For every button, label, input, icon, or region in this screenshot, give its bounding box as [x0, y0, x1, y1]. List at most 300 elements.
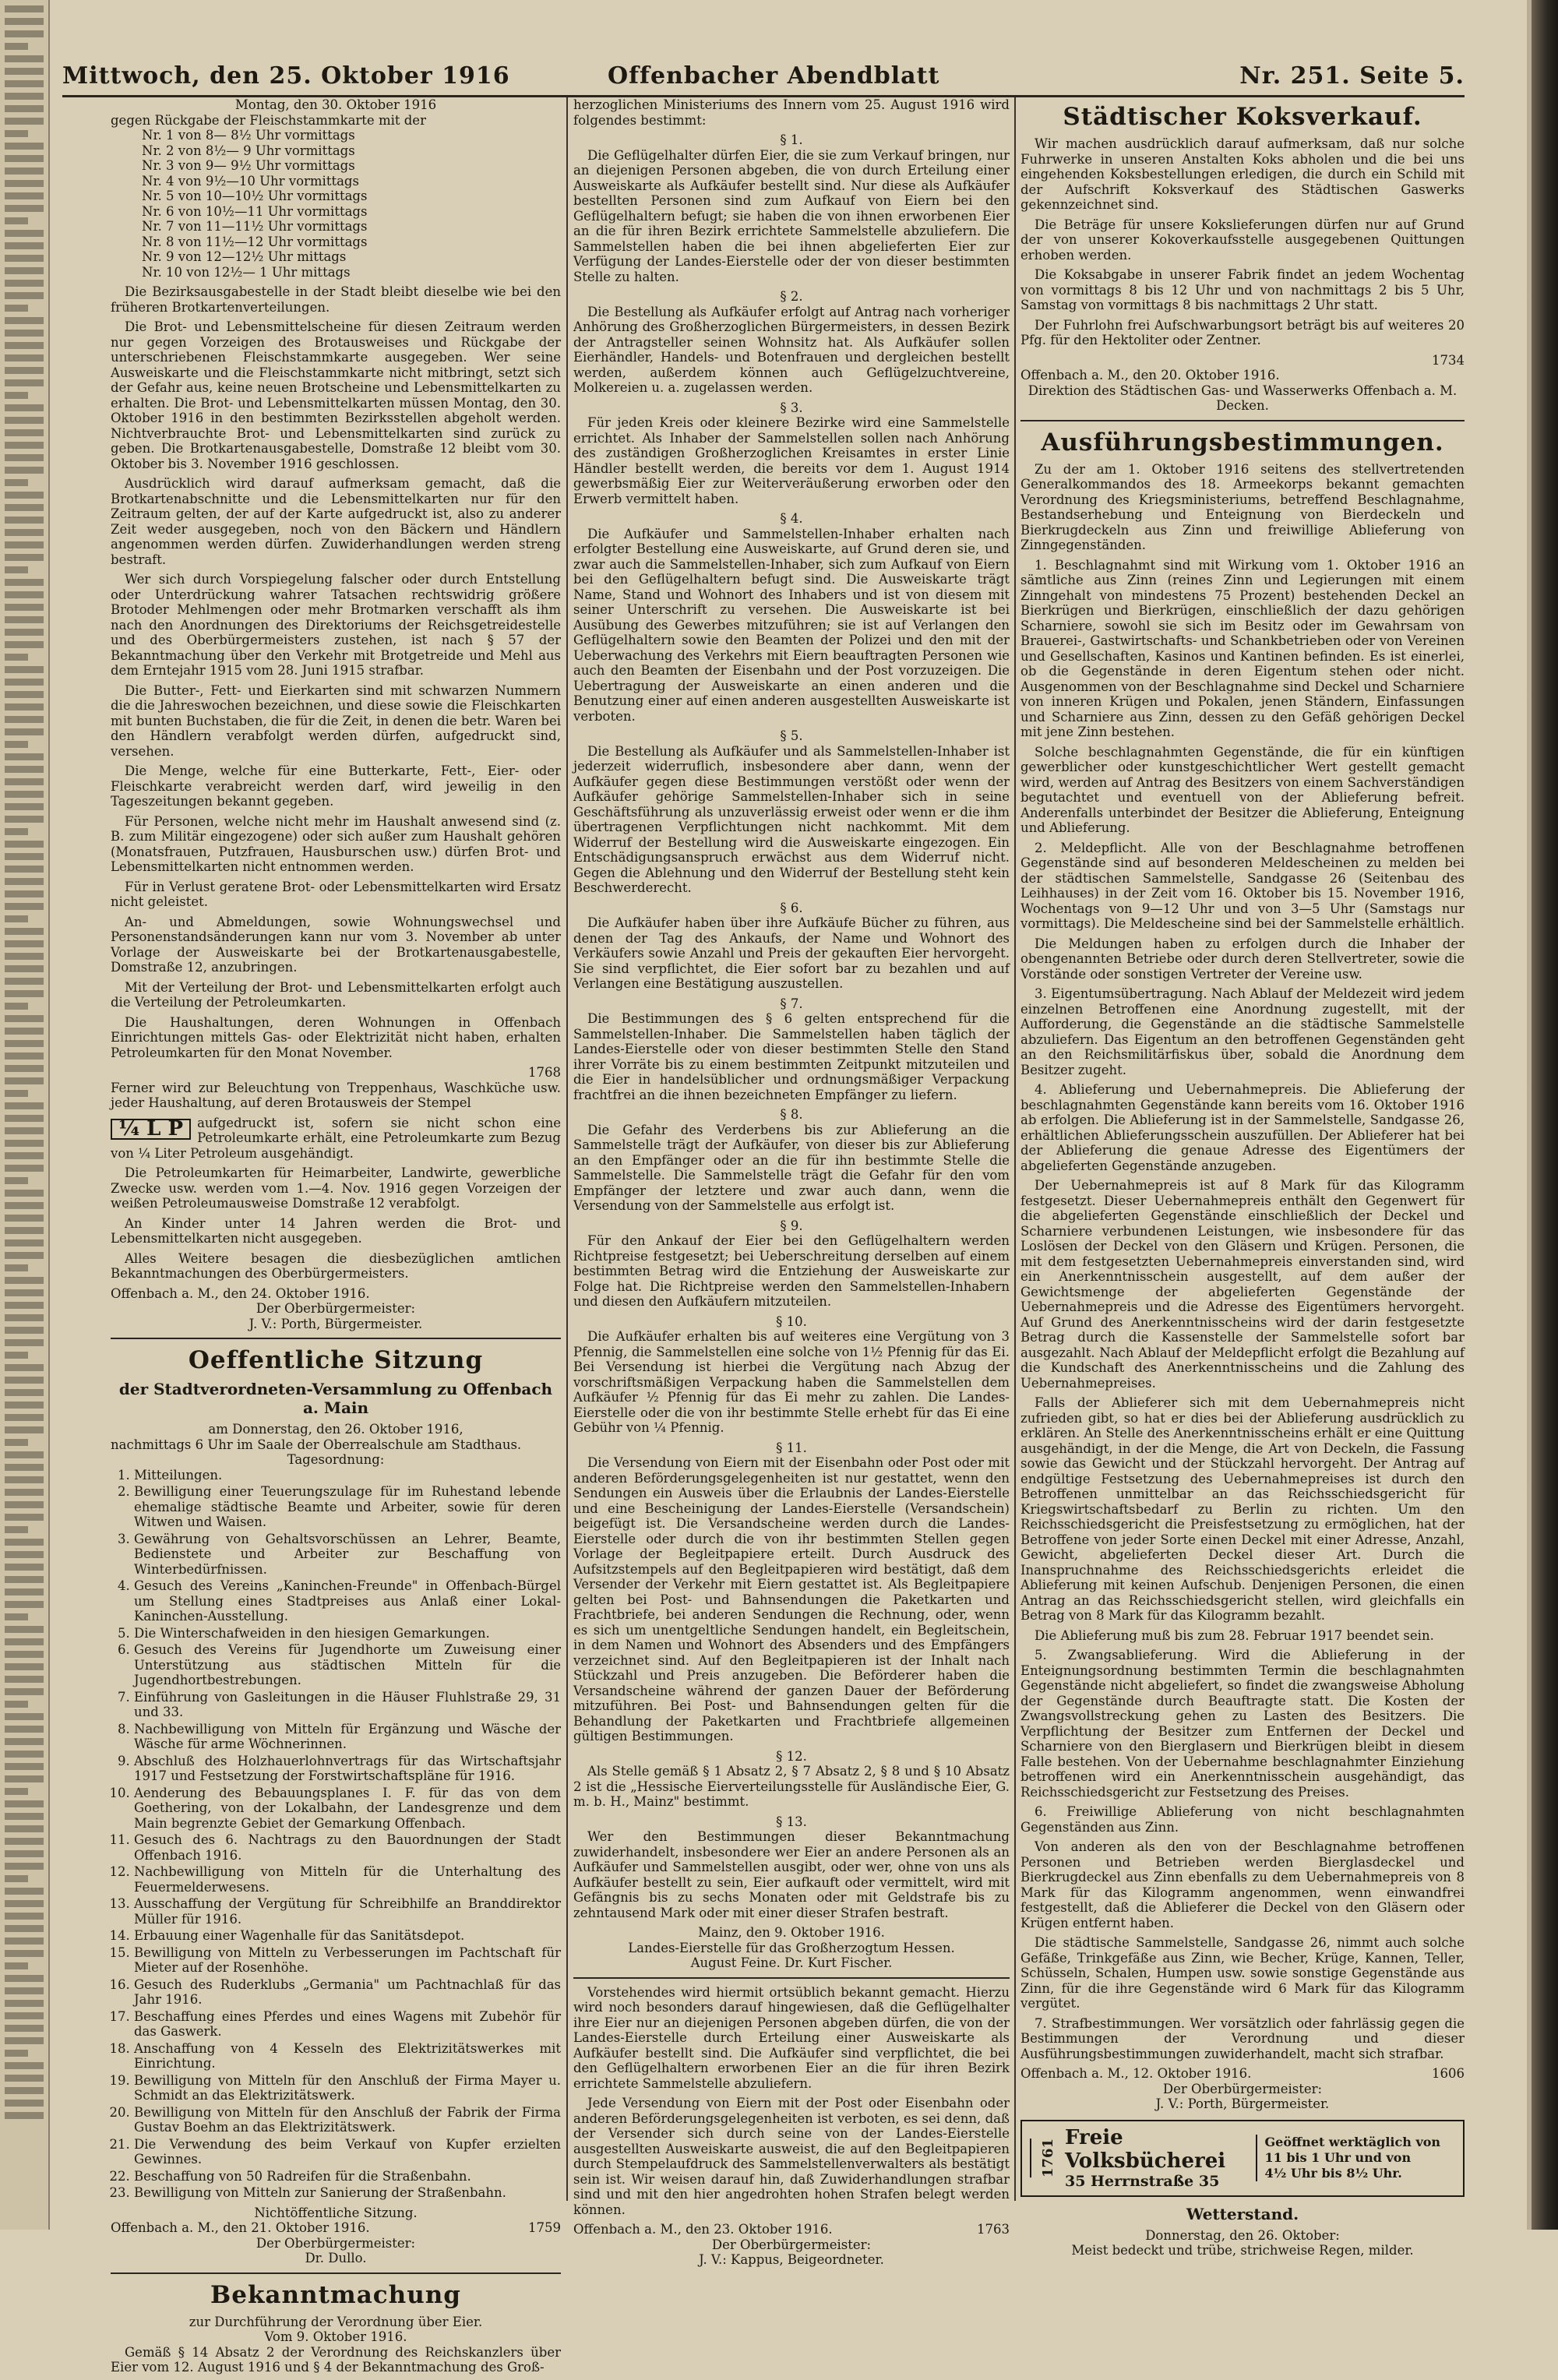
koks-place: Offenbach a. M., den 20. Oktober 1916. — [1020, 368, 1280, 383]
bleed-text-line — [5, 1813, 44, 1820]
mainz-signature: Landes-Eierstelle für das Großherzogtum Hessen. — [628, 1940, 955, 1955]
section-divider — [573, 1977, 1010, 1979]
volksbuecherei-box — [1020, 2120, 1465, 2197]
bleed-text-line — [5, 1077, 44, 1084]
bleed-text-line — [5, 1314, 44, 1321]
bleed-text-line — [5, 5, 44, 12]
bleed-text-line — [5, 367, 44, 374]
sitzung-time: nachmittags 6 Uhr im Saale der Oberrealschule am Stadthaus. — [111, 1437, 522, 1452]
header-masthead: Offenbacher Abendblatt — [608, 62, 940, 90]
sitzung-ref: 1759 — [528, 2220, 561, 2235]
local-notice-paragraph: Vorstehendes wird hiermit ortsüblich bekannt gemacht. Hierzu wird noch besonders darauf hingewiesen, daß die Geflügelhalter ihre Eier nur an diejenigen Personen abgeben dürfen, die von der Landes-Eierstelle durch Erteilung einer Ausweiskarte als Aufkäufer bestellt sind. Die Aufkäufer sind verpflichtet, die bei den Geflügelhaltern erworbenen Eier an die für ihren Bezirk errichtete Sammelstelle abzuliefern. — [573, 1984, 1010, 2091]
notice-paragraph: Die Menge, welche für eine Butterkarte, Fett-, Eier- oder Fleischkarte verabreicht werden darf, wird jeweilig in den Tageszeitungen bekannt gegeben. — [111, 763, 561, 809]
bleed-text-line — [5, 242, 44, 249]
schedule-row: Nr. 1 von 8— 8½ Uhr vormittags — [142, 128, 355, 143]
ration-notice-body — [111, 284, 561, 1060]
notice-paragraph: Alles Weitere besagen die diesbezüglichen amtlichen Bekanntmachungen des Oberbürgermeisters. — [111, 1250, 561, 1281]
bleed-text-line — [5, 217, 28, 224]
bleed-text-line — [5, 1239, 44, 1246]
bleed-text-line — [5, 1601, 44, 1608]
bleed-text-line — [5, 1726, 44, 1733]
box-left — [1065, 2126, 1256, 2191]
bleed-text-line — [5, 691, 44, 698]
agenda-item: 5. Die Winterschafweiden in den hiesigen Gemarkungen. — [134, 1626, 561, 1641]
section-text: Die Aufkäufer haben über ihre Aufkäufe Bücher zu führen, aus denen der Tag des Ankaufs, der Name und Wohnort des Verkäufers sowie Anzahl und Preis der gekauften Eier hervorgeht. Sie sind verpflichtet, die Eier sofort bar zu bezahlen und auf Verlangen eine Bestätigung auszustellen. — [573, 915, 1010, 991]
bleed-text-line — [5, 1576, 44, 1583]
ausf-intro: Zu der am 1. Oktober 1916 seitens des stellvertretenden Generalkommandos des 18. Armeekorps bekannt gemachten Verordnung des Kriegsministeriums, betreffend Beschlagnahme, Bestandserhebung und Enteignung von Bierdeckeln und Bierkrugdeckeln aus Zinn und freiwillige Ablieferung von Zinngegenständen. — [1020, 461, 1465, 552]
bleed-text-line — [5, 43, 28, 50]
ausf-name: J. V.: Porth, Bürgermeister. — [1155, 2096, 1330, 2111]
box-hours-2: 11 bis 1 Uhr und von — [1264, 2150, 1412, 2165]
schedule-row: Nr. 4 von 9½—10 Uhr vormittags — [142, 173, 359, 189]
agenda-item: 6. Gesuch des Vereins für Jugendhorte um Zuweisung einer Unterstützung aus städtischen Mitteln für die Jugendhortbestrebungen. — [134, 1642, 561, 1688]
bleed-text-line — [5, 1414, 44, 1421]
agenda-heading: Tagesordnung: — [287, 1452, 385, 1467]
agenda-list — [111, 1468, 561, 2201]
sitzung-place — [111, 2220, 561, 2236]
bleed-text-line — [5, 1514, 44, 1521]
section-divider — [111, 2272, 561, 2274]
bleed-text-line — [5, 629, 44, 636]
agenda-item: 18. Anschaffung von 4 Kesseln des Elektrizitätswerkes mit Einrichtung. — [134, 2041, 561, 2071]
section-number: § 12. — [776, 1748, 807, 1764]
bleed-text-line — [5, 828, 28, 835]
bleed-text-line — [5, 504, 44, 511]
bleed-text-line — [5, 1663, 44, 1670]
bleed-text-line — [5, 791, 44, 798]
notice-paragraph: An Kinder unter 14 Jahren werden die Brot- und Lebensmittelkarten nicht ausgegeben. — [111, 1215, 561, 1246]
c2-sign-place-text: Offenbach a. M., den 23. Oktober 1916. — [573, 2222, 833, 2237]
bleed-text-line — [5, 143, 44, 150]
bleed-text-line — [5, 342, 44, 349]
agenda-item: 2. Bewilligung einer Teuerungszulage für im Ruhestand lebende ehemalige städtische Beamte und Arbeiter, sowie für deren Witwen und Waisen. — [134, 1484, 561, 1530]
bleed-text-line — [5, 1127, 44, 1134]
bleed-text-line — [5, 703, 44, 710]
koks-signature: Direktion des Städtischen Gas- und Wasserwerks Offenbach a. M. — [1028, 383, 1458, 398]
petroleum-text: aufgedruckt ist, sofern sie nicht schon eine Petroleumkarte erhält, eine Petroleumkarte zum Bezug von ¼ Liter Petroleum ausgehändigt. — [111, 1115, 561, 1161]
lp-stamp: ¼ L P — [111, 1119, 191, 1141]
bleed-text-line — [5, 990, 44, 997]
notice-paragraph: Für Personen, welche nicht mehr im Haushalt anwesend sind (z. B. zum Militär eingezogene) oder sich außer zum Haushalt gehören (Monatsfrauen, Putzfrauen, Hausburschen usw.) dürfen Brot- und Lebensmittelkarten nicht entnommen werden. — [111, 813, 561, 874]
ausf-paragraph: Solche beschlagnahmten Gegenstände, die für ein künftigen gewerblicher oder kunstgeschichtlicher Wert gestellt gemacht wird, werden auf Antrag des Besitzers von einem Sachverständigen begutachtet und eventuell von der Ablieferung befreit. Anderenfalls unterbindet der Besitzer die Ablieferung, Enteignung und Ablieferung. — [1020, 744, 1465, 835]
bleed-text-line — [5, 953, 44, 960]
bleed-text-line — [5, 616, 44, 623]
bleed-text-line — [5, 579, 44, 586]
mainz-names: August Feine. Dr. Kurt Fischer. — [690, 1955, 893, 1970]
notice-paragraph: Für in Verlust geratene Brot- oder Lebensmittelkarten wird Ersatz nicht geleistet. — [111, 879, 561, 909]
section-number: § 8. — [780, 1107, 803, 1122]
bleed-text-line — [5, 1875, 28, 1882]
bleed-text-line — [5, 1564, 44, 1571]
bleed-text-line — [5, 1863, 44, 1870]
bleed-text-line — [5, 903, 44, 910]
petroleum-stamp-block — [111, 1116, 561, 1162]
bleed-text-line — [5, 866, 44, 873]
bleed-text-line — [5, 267, 44, 274]
bleed-text-line — [5, 1339, 44, 1346]
bleed-text-line — [5, 1177, 28, 1184]
box-row — [1030, 2126, 1455, 2191]
ausf-paragraph: Die städtische Sammelstelle, Sandgasse 26, nimmt auch solche Gefäße, Trinkgefäße aus Zinn, wie Becher, Krüge, Kannen, Teller, Schüsseln, Schalen, Humpen usw. sowie sonstige Gegenstände aus Zinn, für die ihre Gegenstände wird 6 Mark für das Kilogramm vergütet. — [1020, 1935, 1465, 2011]
bleed-text-line — [5, 816, 44, 823]
box-title: Freie Volksbücherei — [1065, 2125, 1226, 2173]
bleed-text-line — [5, 68, 44, 75]
bleed-text-line — [5, 591, 44, 598]
column-rule — [566, 97, 568, 2201]
bleed-text-line — [5, 2062, 44, 2069]
bleed-text-line — [5, 1825, 44, 1832]
agenda-item: 20. Bewilligung von Mitteln für den Anschluß der Fabrik der Firma Gustav Boehm an das Elektrizitätswerk. — [134, 2105, 561, 2135]
bleed-text-line — [5, 1302, 44, 1309]
box-hours — [1256, 2135, 1456, 2181]
header-page-number: Nr. 251. Seite 5. — [1239, 62, 1465, 90]
notice-ref: 1768 — [528, 1065, 561, 1080]
bleed-text-line — [5, 93, 44, 100]
bleed-text-line — [5, 55, 44, 62]
ausf-paragraph: Die Meldungen haben zu erfolgen durch die Inhaber der obengenannten Betriebe oder durch deren Stellvertreter, sowie die Vorstände oder sonstigen Vertreter der Vereine usw. — [1020, 936, 1465, 982]
bleed-text-line — [5, 1052, 44, 1060]
bleed-text-line — [5, 753, 44, 760]
notice-paragraph: Mit der Verteilung der Brot- und Lebensmittelkarten erfolgt auch die Verteilung der Petroleumkarten. — [111, 979, 561, 1010]
sitzung-title: Oeffentliche Sitzung — [188, 1346, 484, 1374]
bleed-text-line — [5, 1090, 28, 1097]
bleed-text-line — [5, 728, 44, 735]
schedule-row: Nr. 10 von 12½— 1 Uhr mittags — [142, 264, 351, 280]
mainz-line: Mainz, den 9. Oktober 1916. — [698, 1925, 885, 1940]
agenda-item: 17. Beschaffung eines Pferdes und eines Wagens mit Zubehör für das Gaswerk. — [134, 2009, 561, 2040]
koks-name: Decken. — [1216, 398, 1269, 413]
section-number: § 6. — [780, 900, 803, 915]
bleed-text-line — [5, 180, 44, 187]
bleed-text-line — [5, 1888, 44, 1895]
bekanntmachung-subtitle: zur Durchführung der Verordnung über Eier. — [189, 2314, 483, 2329]
bleed-text-line — [5, 1501, 44, 1508]
bleed-text-line — [5, 1701, 28, 1708]
bleed-text-line — [5, 716, 44, 723]
bleed-text-line — [5, 940, 44, 947]
schedule-row: Nr. 3 von 9— 9½ Uhr vormittags — [142, 158, 355, 173]
bleed-text-line — [5, 1651, 44, 1658]
bleed-text-line — [5, 80, 44, 87]
agenda-item: 21. Die Verwendung des beim Verkauf von Kupfer erzielten Gewinnes. — [134, 2137, 561, 2167]
bleed-text-line — [5, 1190, 44, 1197]
ausf-paragraph: Falls der Ablieferer sich mit dem Uebernahmepreis nicht zufrieden gibt, so hat er dies bei der Ablieferung ausdrücklich zu erklären. An Stelle des Anerkenntnisscheins erhält er eine Quittung ausgehändigt, in der die Menge, die Art von Deckeln, die Fassung sowie das Gewicht und der Stückzahl hervorgeht. Der Antrag auf endgültige Festsetzung des Uebernahmepreises ist durch den Betroffenen unmittelbar an das Reichsschiedsgericht für Kriegswirtschaftsbedarf zu Berlin zu richten. Um den Reichsschiedsgericht die Preisfestsetzung zu ermöglichen, hat der Betroffene von jeder Sorte einen Deckel mit einer Adresse, Anzahl, Gewicht, abgelieferten Deckel dieser Art. Durch die Inanspruchnahme des Reichsschiedsgerichts erleidet die Ablieferung mit keinen Aufschub. Denjenigen Personen, die einen Antrag an das Reichsschiedsgericht stellen, wird gleichfalls ein Betrag von 8 Mark für das Kilogramm bezahlt. — [1020, 1395, 1465, 1623]
eier-local-notice — [573, 1985, 1010, 2218]
ausf-body — [1020, 558, 1465, 2062]
bleed-text-line — [5, 1028, 44, 1035]
box-hours-1: Geöffnet werktäglich von — [1264, 2135, 1441, 2149]
bleed-text-line — [5, 1377, 44, 1384]
sign-place: Offenbach a. M., den 24. Oktober 1916. — [111, 1285, 370, 1301]
bleed-text-line — [5, 1975, 44, 1982]
section-text: Für den Ankauf der Eier bei den Geflügelhaltern werden Richtpreise festgesetzt; bei Ueberschreitung derselben auf einem bestimmten Betrag wird die Entziehung der Ausweiskarte zur Folge hat. Die Richtpreise werden den Sammelstellen-Inhabern und diesen den Aufkäufern mitzuteilen. — [573, 1233, 1010, 1309]
column-rule — [1014, 97, 1016, 2201]
ausf-title: Ausführungsbestimmungen. — [1041, 428, 1444, 457]
bleed-text-line — [5, 1426, 44, 1433]
bleed-text-line — [5, 105, 44, 112]
bleed-text-line — [5, 853, 44, 860]
page-edge — [1527, 0, 1532, 2230]
bleed-text-line — [5, 454, 44, 461]
bleed-text-line — [5, 1451, 44, 1458]
koks-paragraph: Wir machen ausdrücklich darauf aufmerksam, daß nur solche Fuhrwerke in unseren Anstalten Koks abholen und die bei uns eingehenden Koksbestellungen erledigen, die durch ein Schild mit der Aufschrift Koksverkauf des Städtischen Gaswerks gekennzeichnet sind. — [1020, 136, 1465, 212]
koks-paragraph: Der Fuhrlohn frei Aufschwarbungsort beträgt bis auf weiteres 20 Pfg. für den Hektoliter oder Zentner. — [1020, 317, 1465, 347]
bleed-text-line — [5, 1439, 28, 1446]
bleed-text-line — [5, 1900, 44, 1907]
bleed-text-line — [5, 1277, 44, 1284]
bleed-text-line — [5, 255, 44, 262]
bleed-text-line — [5, 766, 44, 773]
section-number: § 1. — [780, 132, 803, 147]
bleed-text-line — [5, 1464, 44, 1471]
bleed-text-line — [5, 1588, 44, 1595]
agenda-item: 1. Mitteilungen. — [134, 1468, 561, 1483]
bleed-text-line — [5, 404, 44, 411]
bleed-text-line — [5, 1925, 44, 1932]
bleed-text-line — [5, 1102, 44, 1109]
bleed-text-line — [5, 130, 28, 137]
bleed-text-line — [5, 2050, 28, 2057]
bleed-text-line — [5, 1389, 44, 1396]
bleed-text-line — [5, 2112, 44, 2119]
section-text: Als Stelle gemäß § 1 Absatz 2, § 7 Absatz 2, § 8 und § 10 Absatz 2 ist die „Hessische Eierverteilungsstelle für Ausländische Eier, G. m. b. H., Mainz" bestimmt. — [573, 1764, 1010, 1809]
bleed-text-line — [5, 554, 44, 561]
bleed-text-line — [5, 1638, 44, 1645]
section-text: Die Aufkäufer und Sammelstellen-Inhaber erhalten nach erfolgter Bestellung eine Ausweiskarte, auf Grund deren sie, und zwar auch die Sammelstellen-Inhaber, sich zum Aufkauf von Eiern bei den Geflügelhaltern befugt sind. Die Ausweiskarte trägt Name, Stand und Wohnort des Inhabers und ist von diesem mit seiner Unterschrift zu versehen. Die Ausweiskarte ist bei Ausübung des Gewerbes mitzuführen; sie ist auf Verlangen den Geflügelhaltern sowie den Beamten der Polizei und den mit der Ueberwachung des Verkehrs mit Eiern beauftragten Personen wie auch den Beamten der Eisenbahn und der Post vorzuzeigen. Die Uebertragung der Ausweiskarte an einen anderen und die Benutzung einer auf einen anderen ausgestellten Ausweiskarte ist verboten. — [573, 526, 1010, 724]
ausf-paragraph: 7. Strafbestimmungen. Wer vorsätzlich oder fahrlässig gegen die Bestimmungen der Verordnung und dieser Ausführungsbestimmungen zuwiderhandelt, macht sich strafbar. — [1020, 2015, 1465, 2061]
bleed-text-line — [5, 1327, 44, 1334]
wetter-date: Donnerstag, den 26. Oktober: — [1145, 2227, 1340, 2243]
bleed-text-line — [5, 1800, 44, 1807]
bleed-text-line — [5, 1950, 44, 1957]
bleed-text-line — [5, 1065, 44, 1072]
bleed-text-line — [5, 317, 44, 324]
bleed-text-line — [5, 1913, 44, 1920]
section-text: Wer den Bestimmungen dieser Bekanntmachung zuwiderhandelt, insbesondere wer Eier an andere Personen als an Aufkäufer und Sammelstellen ausgibt, oder wer, ohne von uns als Aufkäufer bestellt zu sein, Eier aufkauft oder vermittelt, wird mit Gefängnis bis zu sechs Monaten oder mit Geldstrafe bis zu zehntausend Mark oder mit einer dieser Strafen bestraft. — [573, 1829, 1010, 1920]
notice-paragraph: Wer sich durch Vorspiegelung falscher oder durch Entstellung oder Unterdrückung wahrer Tatsachen rechtswidrig größere Brotoder Mehlmengen oder mehr Brotmarken verschafft als ihm nach den Anordnungen des Direktoriums der Reichsgetreidestelle und des Oberbürgermeisters zustehen, ist nach § 57 der Bekanntmachung über den Verkehr mit Brotgetreide und Mehl aus dem Erntejahr 1915 vom 28. Juni 1915 strafbar. — [111, 572, 561, 678]
bleed-text-line — [5, 1788, 28, 1795]
bleed-text-line — [5, 604, 44, 611]
section-text: Die Bestellung als Aufkäufer und als Sammelstellen-Inhaber ist jederzeit widerruflich, insbesondere aber dann, wenn der Aufkäufer gegen diese Bestimmungen verstößt oder wenn der Aufkäufer gehörige Sammelstellen-Inhaber sich in seine Geschäftsführung als unzuverlässig erweist oder wenn er die ihm übertragenen Verpflichtungen nicht nachkommt. Mit dem Widerruf der Bestellung wird die Ausweiskarte eingezogen. Ein Entschädigungsanspruch erwächst aus dem Widerruf nicht. Gegen die Ablehnung und den Widerruf der Bestellung steht kein Beschwerderecht. — [573, 743, 1010, 895]
bleed-text-line — [5, 1003, 28, 1010]
agenda-item: 13. Ausschaffung der Vergütung für Schreibhilfe an Branddirektor Müller für 1916. — [134, 1896, 561, 1927]
header-date: Mittwoch, den 25. Oktober 1916 — [62, 62, 510, 90]
schedule-row: Nr. 8 von 11½—12 Uhr vormittags — [142, 234, 368, 249]
bleed-text-line — [5, 1526, 28, 1533]
bleed-text-line — [5, 1040, 44, 1047]
bleed-text-line — [5, 1015, 44, 1022]
agenda-item: 8. Nachbewilligung von Mitteln für Ergänzung und Wäsche der Wäsche für arme Wöchnerinnen. — [134, 1722, 561, 1752]
agenda-item: 15. Bewilligung von Mitteln zu Verbesserungen im Pachtschaft für Mieter auf der Rosenhöhe. — [134, 1945, 561, 1976]
box-hours-3: 4½ Uhr bis 8½ Uhr. — [1264, 2166, 1402, 2181]
section-text: Die Aufkäufer erhalten bis auf weiteres eine Vergütung von 3 Pfennig, die Sammelstellen eine solche von 1½ Pfennig für das Ei. Bei Versendung ist hierbei die Vergütung nach Abzug der vorschriftsmäßigen Verpackung haben die Sammelstellen dem Aufkäufer ½ Pfennig für das Ei mehr zu zahlen. Die Landes-Eierstelle oder die von ihr bestimmte Stelle erhebt für das Ei eine Gebühr von ¼ Pfennig. — [573, 1329, 1010, 1435]
bleed-text-line — [5, 541, 44, 548]
section-number: § 10. — [776, 1313, 807, 1329]
bleed-text-line — [5, 666, 44, 673]
bleed-text-line — [5, 890, 44, 897]
bleed-text-line — [5, 841, 44, 848]
bleed-text-line — [5, 330, 44, 337]
agenda-item: 7. Einführung von Gasleitungen in die Häuser Fluhlstraße 29, 31 und 33. — [134, 1690, 561, 1720]
bleed-text-line — [5, 978, 44, 985]
schedule-row: Nr. 5 von 10—10½ Uhr vormittags — [142, 189, 368, 203]
bleed-text-line — [5, 1402, 44, 1409]
bleed-text-line — [5, 30, 44, 37]
column-2 — [573, 97, 1010, 2268]
bekanntmachung-text: Gemäß § 14 Absatz 2 der Verordnung des Reichskanzlers über Eier vom 12. August 1916 und § 4 der Bekanntmachung des Groß- — [111, 2344, 561, 2375]
bleed-text-line — [5, 1165, 44, 1172]
agenda-item: 14. Erbauung einer Wagenhalle für das Sanitätsdepot. — [134, 1928, 561, 1944]
agenda-item: 22. Beschaffung von 50 Radreifen für die Straßenbahn. — [134, 2169, 561, 2184]
sitzung-date: am Donnerstag, den 26. Oktober 1916, — [208, 1422, 464, 1437]
petroleum-notice-body — [111, 1165, 561, 1282]
column-1 — [111, 97, 561, 2380]
bleed-text-line — [5, 230, 44, 237]
section-text: Die Bestellung als Aufkäufer erfolgt auf Antrag nach vorheriger Anhörung des Großherzoglichen Bürgermeisters, in dessen Bezirk der Antragsteller seinen Wohnsitz hat. Als Aufkäufer sollen Eierhändler, Handels- und Botenfrauen und dergleichen bestellt werden, außerdem können auch Geflügelzuchtvereine, Molkereien u. a. zugelassen werden. — [573, 304, 1010, 395]
newspaper-header — [62, 31, 1465, 97]
sitzung-place-text: Offenbach a. M., den 21. Oktober 1916. — [111, 2220, 370, 2235]
c2-sign-ref: 1763 — [977, 2222, 1010, 2237]
bleed-text-line — [5, 1539, 44, 1546]
ausf-paragraph: Der Uebernahmepreis ist auf 8 Mark für das Kilogramm festgesetzt. Dieser Uebernahmepreis enthält den Gegenwert für die abgelieferten Gegenstände einschließlich der Deckel und Scharniere verbundenen Leistungen, wie insbesondere für das Loslösen der Deckel von den Gläsern und Krügen. Personen, die mit dem festgesetzten Uebernahmepreis einverstanden sind, wird ein Anerkenntnisschein ausgestellt, auf dem außer der Gewichtsmenge der abgelieferten Gegenstände der Uebernahmepreis und die Adresse des Eigentümers hervorgeht. Auf Grund des Anerkenntnisscheins wird der darin festgesetzte Betrag durch die Kassenstelle der Sammelstelle sofort bar ausgezahlt. Nach Ablauf der Meldepflicht erfolgt die Bezahlung auf die Kundschaft des Anerkenntnisscheins und die Zahlung des Uebernahmepreises. — [1020, 1178, 1465, 1391]
notice-paragraph: Die Butter-, Fett- und Eierkarten sind mit schwarzen Nummern die die Jahreswochen bezeichnen, und diese sowie die Fleischkarten mit bunten Buchstaben, die für die Zeit, in denen die betr. Waren bei den Händlern verabfolgt werden dürfen, aufgedruckt sind, versehen. — [111, 682, 561, 759]
ausf-paragraph: 4. Ablieferung und Uebernahmepreis. Die Ablieferung der beschlagnahmten Gegenstände kann bereits vom 16. Oktober 1916 ab erfolgen. Die Ablieferung ist in der Sammelstelle, Sandgasse 26, erhältlichen Ablieferungsschein auszufüllen. Der Ablieferer hat bei der Ablieferung die genaue Adresse des Eigentümers der abgelieferten Gegenstände anzugeben. — [1020, 1082, 1465, 1173]
bleed-text-line — [5, 479, 28, 486]
agenda-item: 16. Gesuch des Ruderklubs „Germania" um Pachtnachlaß für das Jahr 1916. — [134, 1977, 561, 2008]
bleed-text-line — [5, 517, 44, 524]
bleed-text-line — [5, 379, 44, 386]
bleed-text-line — [5, 155, 44, 162]
agenda-item: 9. Abschluß des Holzhauerlohnvertrags für das Wirtschaftsjahr 1917 und Festsetzung der Forstwirtschaftspläne für 1916. — [134, 1754, 561, 1784]
sign-name: J. V.: Porth, Bürgermeister. — [249, 1316, 423, 1331]
bleed-text-line — [5, 1676, 44, 1683]
bleed-text-line — [5, 2100, 44, 2107]
sitzung-sign-name: Dr. Dullo. — [305, 2251, 367, 2265]
bleed-text-line — [5, 741, 28, 748]
bekanntmachung-date: Vom 9. Oktober 1916. — [264, 2329, 407, 2344]
bleed-text-line — [5, 467, 44, 474]
bleed-text-line — [5, 1763, 44, 1770]
bleed-text-line — [5, 803, 44, 810]
bleed-text-line — [5, 1987, 44, 1994]
notice-paragraph: Die Petroleumkarten für Heimarbeiter, Landwirte, gewerbliche Zwecke usw. werden vom 1.—4. Nov. 1916 gegen Vorzeigen der weißen Petroleumausweise Domstraße 12 verabfolgt. — [111, 1165, 561, 1211]
agenda-item: 10. Aenderung des Bebauungsplanes I. F. für das von dem Goethering, von der Lokalbahn, der Landesgrenze und dem Main begrenzte Gebiet der Gemarkung Offenbach. — [134, 1786, 561, 1832]
bekanntmachung-title: Bekanntmachung — [210, 2280, 461, 2309]
bleed-text-line — [5, 1364, 44, 1371]
bleed-text-line — [5, 1140, 44, 1147]
bleed-text-line — [5, 1688, 44, 1695]
section-divider — [1020, 420, 1465, 421]
section-number: § 2. — [780, 289, 803, 304]
bleed-text-line — [5, 1850, 44, 1857]
koks-title: Städtischer Koksverkauf. — [1063, 103, 1422, 131]
section-text: Die Versendung von Eiern mit der Eisenbahn oder Post oder mit anderen Beförderungsgelegenheiten ist nur gestattet, wenn den Sendungen ein Ausweis über die Erlaubnis der Landes-Eierstelle und eine Bescheinigung der Landes-Eierstelle (Versandschein) beigefügt ist. Die Versandscheine werden durch die Landes-Eierstelle oder durch die von ihr bestimmten Stellen gegen Vorlage der Begleitpapiere erteilt. Durch Ausdruck des Aufsitzstempels auf den Begleitpapieren wird bestätigt, daß dem Versender der Verkehr mit Eiern gestattet ist. Als Begleitpapiere gelten bei Post- und Bahnsendungen die Paketkarten und Frachtbriefe, bei anderen Sendungen die Rechnung, oder, wenn es sich um unentgeltliche Sendungen handelt, ein Begleitschein, in dem Namen und Wohnort des Absenders und des Empfängers verzeichnet sind. Auf den Begleitpapieren ist der Inhalt nach Stückzahl und Preis anzugeben. Die Beförderer haben die Versandscheine während der ganzen Dauer der Beförderung mitzuführen. Bei Post- und Bahnsendungen gelten für die Behandlung der Paketkarten und Frachtbriefe allgemeinen gültigen Bestimmungen. — [573, 1455, 1010, 1744]
bleed-text-line — [5, 928, 44, 935]
koks-body — [1020, 136, 1465, 348]
bleed-text-line — [5, 778, 44, 785]
eier-intro: herzoglichen Ministeriums des Innern vom 25. August 1916 wird folgendes bestimmt: — [573, 97, 1010, 128]
bleed-text-line — [5, 1937, 44, 1945]
bleed-text-line — [5, 18, 44, 25]
notice-paragraph: Die Haushaltungen, deren Wohnungen in Offenbach Einrichtungen mittels Gas- oder Elektrizität nicht haben, erhalten Petroleumkarten für den Monat November. — [111, 1014, 561, 1060]
agenda-item: 11. Gesuch des 6. Nachtrags zu den Bauordnungen der Stadt Offenbach 1916. — [134, 1832, 561, 1863]
bleed-text-line — [5, 641, 44, 648]
bleed-text-line — [5, 192, 44, 199]
bleed-text-line — [5, 167, 44, 175]
distribution-schedule — [111, 128, 561, 280]
bleed-text-line — [5, 1751, 44, 1758]
ausf-office: Der Oberbürgermeister: — [1162, 2081, 1323, 2096]
ausf-paragraph: 2. Meldepflicht. Alle von der Beschlagnahme betroffenen Gegenstände sind auf besonderen Meldescheinen zu melden bei der städtischen Sammelstelle, Sandgasse 26 (Seitenbau des Leihhauses) in der Zeit vom 16. Oktober bis 15. November 1916, Wochentags von 9—12 Uhr und von 3—5 Uhr (Samstags nur vormittags). Die Meldescheine sind bei der Sammelstelle erhältlich. — [1020, 840, 1465, 931]
ausf-ref: 1606 — [1432, 2066, 1465, 2081]
column-3 — [1020, 97, 1465, 2258]
bleed-text-line — [5, 2012, 44, 2019]
book-binding — [1532, 0, 1558, 2230]
agenda-item: 23. Bewilligung von Mitteln zur Sanierung der Straßenbahn. — [134, 2185, 561, 2201]
bleed-text-line — [5, 1489, 44, 1496]
sitzung-subtitle: der Stadtverordneten-Versammlung zu Offenbach a. Main — [118, 1380, 553, 1417]
bleed-text-line — [5, 1115, 44, 1122]
bleed-text-line — [5, 965, 44, 972]
bleed-text-line — [5, 1713, 44, 1720]
ausf-paragraph: 5. Zwangsablieferung. Wird die Ablieferung in der Enteignungsordnung bestimmten Termin die beschlagnahmten Gegenstände nicht abgeliefert, so findet die zwangsweise Abholung der Gegenstände durch Beauftragte statt. Die Kosten der Zwangsvollstreckung gehen zu Lasten des Besitzers. Die Verpflichtung der Besitzer zum Entfernen der Deckel und Scharniere von den Bierglasern und Bierkrügen bleibt in diesem Falle bestehen. Von der Uebernahme beschlagnahmter Einziehung betroffenen wird ein Anerkenntnisschein ausgehändigt, das Reichsschiedsgericht zur Festsetzung des Preises. — [1020, 1648, 1465, 1800]
section-text: Die Gefahr des Verderbens bis zur Ablieferung an die Sammelstelle trägt der Aufkäufer, von dieser bis zur Ablieferung an den Empfänger oder an die für ihn bestimmte Stelle die Sammelstelle. Die Sammelstelle trägt die Gefahr für den vom Empfänger der letztere und zwar auch dann, wenn die Versendung von der Sammelstelle aus erfolgt ist. — [573, 1122, 1010, 1213]
bleed-text-line — [5, 1838, 44, 1845]
bleed-text-line — [5, 1289, 44, 1296]
sitzung-nichtoeffentlich: Nichtöffentliche Sitzung. — [254, 2205, 418, 2220]
sign-office: Der Oberbürgermeister: — [256, 1301, 416, 1316]
distribution-date: Montag, den 30. Oktober 1916 — [234, 97, 437, 112]
bleed-text-line — [5, 654, 28, 661]
bleed-text-line — [5, 305, 28, 312]
bleed-text-line — [5, 2075, 44, 2082]
section-text: Für jeden Kreis oder kleinere Bezirke wird eine Sammelstelle errichtet. Als Inhaber der Sammelstellen sollen nach Anhörung des zuständigen Großherzoglichen Kreisamtes in erster Linie Händler bestellt werden, die bereits vor dem 1. August 1914 gewerbsmäßig Eier zur Weiterveräußerung erworben oder den Erwerb vermittelt haben. — [573, 415, 1010, 506]
section-number: § 9. — [780, 1218, 803, 1233]
bleed-text-line — [5, 1476, 44, 1483]
bleed-text-line — [5, 417, 44, 424]
section-text: Die Bestimmungen des § 6 gelten entsprechend für die Sammelstellen-Inhaber. Die Sammelstellen haben täglich der Landes-Eierstelle oder von dieser bestimmten Stelle den Stand ihrer Vorräte bis zu einem bestimmten Zeitpunkt mitzuteilen und die Eier in handelsüblicher und ordnungsmäßiger Verpackung frachtfrei an die ihnen bezeichneten Empfänger zu liefern. — [573, 1011, 1010, 1102]
box-tag: 1761 — [1030, 2138, 1057, 2177]
bleed-text-line — [5, 442, 44, 449]
c2-sign-office: Der Oberbürgermeister: — [711, 2237, 872, 2252]
bleed-text-line — [5, 1962, 28, 1969]
section-number: § 3. — [780, 400, 803, 415]
bleed-text-line — [5, 2025, 44, 2032]
agenda-item: 3. Gewährung von Gehaltsvorschüssen an Lehrer, Beamte, Bedienstete und Arbeiter zur Beschaffung von Winterbedürfnissen. — [134, 1532, 561, 1578]
section-text: Die Geflügelhalter dürfen Eier, die sie zum Verkauf bringen, nur an diejenigen Personen abgeben, die von durch Erteilung einer Ausweiskarte als Aufkäufer bestellt sind. Nur diese als Aufkäufer bestellten Personen sind zum Aufkauf von Eiern bei den Geflügelhaltern befugt; sie haben die von ihnen erworbenen Eier an die für ihren Bezirk errichtete Sammelstelle abzuliefern. Die Sammelstellen haben die bei ihnen abgelieferten Eier zur Verfügung der Landes-Eierstelle oder der von dieser bestimmten Stelle zu halten. — [573, 147, 1010, 284]
schedule-row: Nr. 7 von 11—11½ Uhr vormittags — [142, 219, 368, 234]
local-notice-paragraph: Jede Versendung von Eiern mit der Post oder Eisenbahn oder anderen Beförderungsgelegenheiten ist verboten, es sei denn, daß der Versender sich durch seine von der Landes-Eierstelle ausgestellten Ausweiskarte ausweist, die auf den Begleitpapieren durch Stempelaufdruck des Sammelstellenverwalters als bestätigt sein ist. Wir weisen darauf hin, daß Zuwiderhandlungen strafbar sind und mit den hier angedrohten hohen Strafen belegt werden können. — [573, 2096, 1010, 2217]
agenda-item: 12. Nachbewilligung von Mitteln für die Unterhaltung des Feuermelderwesens. — [134, 1864, 561, 1895]
bleed-text-line — [5, 392, 28, 399]
bleed-text-line — [5, 529, 44, 536]
ausf-paragraph: 3. Eigentumsübertragung. Nach Ablauf der Meldezeit wird jedem einzelnen Betroffenen eine Anordnung zugestellt, mit der Aufforderung, die Gegenstände an die städtische Sammelstelle abzuliefern. Das Eigentum an den betroffenen Gegenständen geht an den Reichsmilitärfiskus über, sobald die Anordnung dem Besitzer zugeht. — [1020, 986, 1465, 1077]
bleed-text-line — [5, 1626, 44, 1633]
bleed-text-line — [5, 280, 44, 287]
ausf-paragraph: Von anderen als den von der Beschlagnahme betroffenen Personen und Betrieben werden Bierglasdeckel und Bierkrugdeckel aus Zinn ebenfalls zu dem Uebernahmepreis von 8 Mark für das Kilogramm angenommen, wenn einwandfrei festgestellt, daß die Ablieferer die Deckel von den Gläsern oder Krügen entfernt haben. — [1020, 1839, 1465, 1930]
ausf-paragraph: 6. Freiwillige Ablieferung von nicht beschlagnahmten Gegenständen aus Zinn. — [1020, 1804, 1465, 1835]
section-number: § 4. — [780, 511, 803, 526]
ausf-paragraph: Die Ablieferung muß bis zum 28. Februar 1917 beendet sein. — [1035, 1627, 1434, 1643]
bleed-text-line — [5, 1202, 44, 1209]
bleed-text-line — [5, 492, 44, 499]
koks-ref: 1734 — [1432, 352, 1465, 368]
bleed-text-line — [5, 1227, 44, 1234]
bleed-text-line — [5, 1738, 44, 1745]
notice-paragraph: Ausdrücklich wird darauf aufmerksam gemacht, daß die Brotkartenabschnitte und die Lebensmittelkarten nur für den Zeitraum gelten, der auf der Karte aufgedruckt ist, also zu anderer Zeit weder ausgegeben, noch von den Bäckern und Händlern angenommen werden dürfen. Zuwiderhandlungen werden streng bestraft. — [111, 476, 561, 567]
agenda-item: 19. Bewilligung von Mitteln für den Anschluß der Firma Mayer u. Schmidt an das Elektrizitätswerk. — [134, 2073, 561, 2103]
bleed-text-line — [5, 429, 44, 436]
